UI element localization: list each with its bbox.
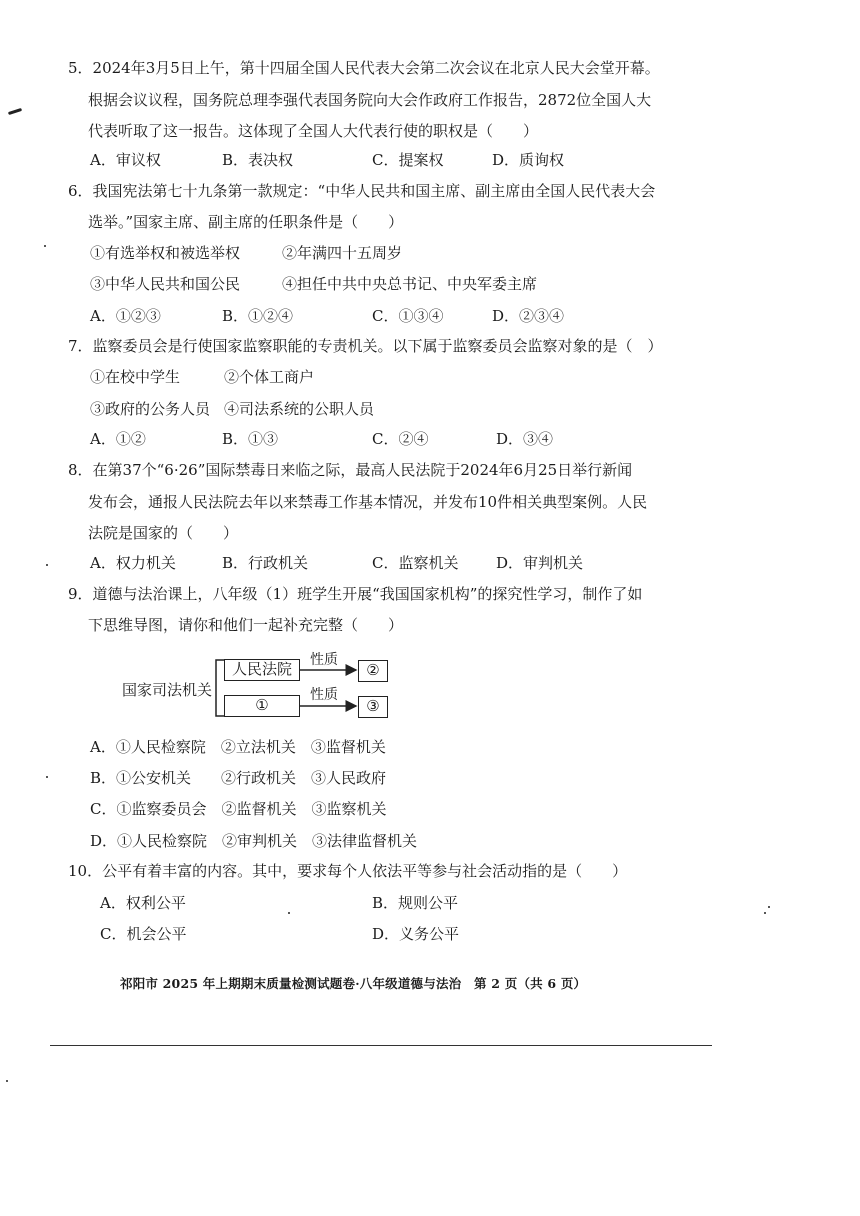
question-7-item-4: ④司法系统的公职人员	[224, 400, 375, 418]
question-7-line-1: 7．监察委员会是行使国家监察职能的专责机关。以下属于监察委员会监察对象的是（ ）	[68, 337, 663, 355]
question-8-line-2: 发布会，通报人民法院去年以来禁毒工作基本情况，并发布10件相关典型案例。人民	[88, 493, 648, 511]
scan-speck	[44, 245, 46, 247]
question-10-option-a[interactable]: A．权利公平	[100, 894, 186, 912]
question-6-option-c[interactable]: C．①③④	[372, 307, 444, 325]
question-9-line-1: 9．道德与法治课上，八年级（1）班学生开展“我国国家机构”的探究性学习，制作了如	[68, 585, 643, 603]
scan-speck	[288, 912, 290, 914]
question-7-option-a[interactable]: A．①②	[90, 430, 146, 448]
mind-map-target-3: ③	[358, 696, 388, 718]
question-5-line-3: 代表听取了这一报告。这体现了全国人大代表行使的职权是（ ）	[88, 122, 539, 140]
mind-map-bottom-edge-label: 性质	[310, 687, 338, 703]
question-9-option-c[interactable]: C．①监察委员会 ②监督机关 ③监察机关	[90, 800, 387, 818]
question-8-option-b[interactable]: B．行政机关	[222, 554, 309, 572]
question-7-item-1: ①在校中学生	[90, 368, 181, 386]
scan-speck	[46, 776, 48, 778]
page-footer: 祁阳市 2025 年上期期末质量检测试题卷·八年级道德与法治 第 2 页（共 6 页）	[120, 976, 587, 991]
scan-speck	[46, 564, 48, 566]
question-10-option-c[interactable]: C．机会公平	[100, 925, 187, 943]
question-5-option-d[interactable]: D．质询权	[492, 151, 565, 169]
question-6-option-b[interactable]: B．①②④	[222, 307, 294, 325]
question-5-line-2: 根据会议议程，国务院总理李强代表国务院向大会作政府工作报告，2872位全国人大	[88, 91, 652, 109]
scan-speck	[764, 912, 766, 914]
question-6-option-a[interactable]: A．①②③	[90, 307, 161, 325]
question-8-option-d[interactable]: D．审判机关	[496, 554, 584, 572]
mind-map-node-blank-1: ①	[224, 695, 300, 717]
mind-map-target-2: ②	[358, 660, 388, 682]
question-6-option-d[interactable]: D．②③④	[492, 307, 565, 325]
footer-divider	[50, 1045, 712, 1046]
question-5-line-1: 5．2024年3月5日上午，第十四届全国人民代表大会第二次会议在北京人民大会堂开幕。	[68, 59, 660, 77]
scan-speck	[6, 1080, 8, 1082]
question-7-item-2: ②个体工商户	[224, 368, 315, 386]
question-7-option-c[interactable]: C．②④	[372, 430, 429, 448]
mind-map-bracket	[216, 660, 224, 716]
question-6-item-1: ①有选举权和被选举权	[90, 244, 241, 262]
question-9-line-2: 下思维导图，请你和他们一起补充完整（ ）	[88, 616, 404, 634]
question-7-option-b[interactable]: B．①③	[222, 430, 279, 448]
question-6-item-3: ③中华人民共和国公民	[90, 275, 241, 293]
question-7-option-d[interactable]: D．③④	[496, 430, 554, 448]
question-6-line-1: 6．我国宪法第七十九条第一款规定：“中华人民共和国主席、副主席由全国人民代表大会	[68, 182, 656, 200]
question-7-item-3: ③政府的公务人员	[90, 400, 211, 418]
question-9-option-d[interactable]: D．①人民检察院 ②审判机关 ③法律监督机关	[90, 832, 418, 850]
question-9-option-a[interactable]: A．①人民检察院 ②立法机关 ③监督机关	[90, 738, 386, 756]
question-10-option-d[interactable]: D．义务公平	[372, 925, 460, 943]
question-8-line-3: 法院是国家的（ ）	[88, 524, 239, 542]
question-10-line-1: 10．公平有着丰富的内容。其中，要求每个人依法平等参与社会活动指的是（ ）	[68, 862, 628, 880]
scan-speck	[768, 906, 770, 908]
question-8-line-1: 8．在第37个“6·26”国际禁毒日来临之际，最高人民法院于2024年6月25日举行新闻	[68, 461, 633, 479]
question-8-option-a[interactable]: A．权力机关	[90, 554, 176, 572]
mind-map-top-edge-label: 性质	[310, 652, 338, 668]
question-6-item-4: ④担任中共中央总书记、中央军委主席	[282, 275, 538, 293]
mind-map-root: 国家司法机关	[122, 681, 213, 699]
mind-map-node-court: 人民法院	[224, 659, 300, 681]
question-6-item-2: ②年满四十五周岁	[282, 244, 403, 262]
question-9-option-b[interactable]: B．①公安机关 ②行政机关 ③人民政府	[90, 769, 387, 787]
question-6-line-2: 选举。”国家主席、副主席的任职条件是（ ）	[88, 213, 404, 231]
question-5-option-c[interactable]: C．提案权	[372, 151, 444, 169]
question-5-option-a[interactable]: A．审议权	[90, 151, 161, 169]
question-5-option-b[interactable]: B．表决权	[222, 151, 294, 169]
question-10-option-b[interactable]: B．规则公平	[372, 894, 459, 912]
question-8-option-c[interactable]: C．监察机关	[372, 554, 459, 572]
